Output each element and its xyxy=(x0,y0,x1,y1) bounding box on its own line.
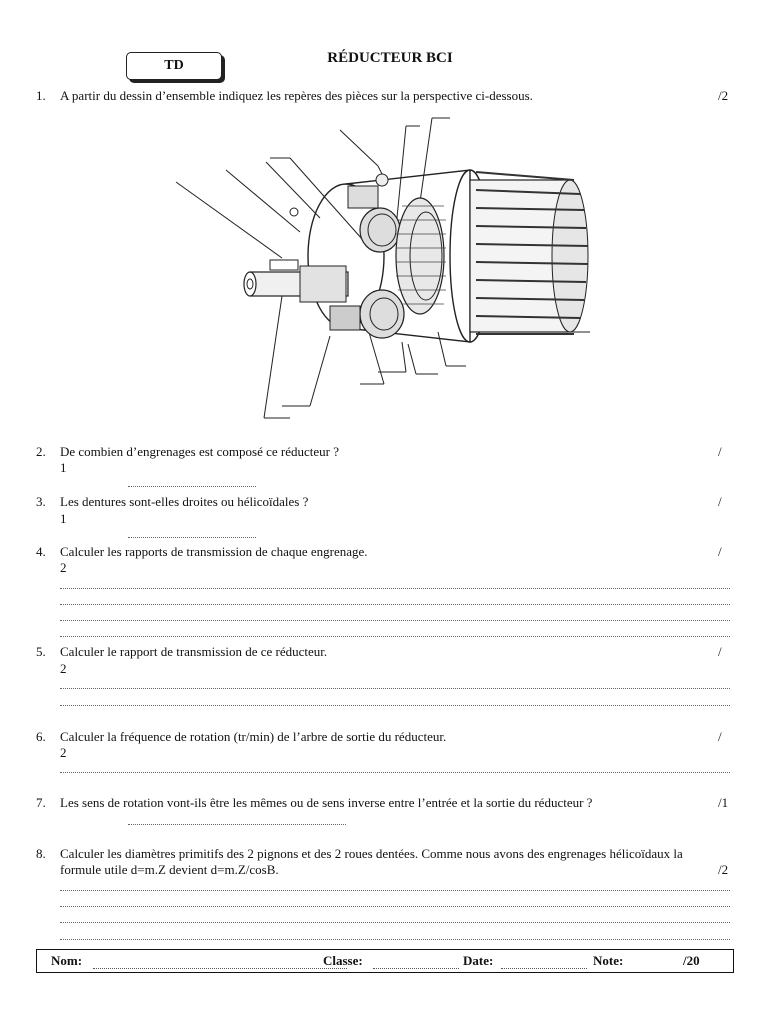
question-number: 8. xyxy=(36,846,46,861)
question-number: 6. xyxy=(36,729,46,744)
question-points: / xyxy=(718,444,722,459)
question-sub: 1 xyxy=(60,460,67,475)
question-number: 3. xyxy=(36,494,46,509)
question-sub: 2 xyxy=(60,560,67,575)
gear-reducer-figure xyxy=(170,110,610,430)
question-text: De combien d’engrenages est composé ce réducteur ? xyxy=(60,444,340,459)
answer-line[interactable] xyxy=(60,604,730,605)
question-sub: 1 xyxy=(60,511,67,526)
question-number: 1. xyxy=(36,88,46,103)
question-points: /2 xyxy=(718,88,729,103)
question-points: / xyxy=(718,544,722,559)
nom-label: Nom: xyxy=(51,953,83,968)
answer-line[interactable] xyxy=(60,588,730,589)
question-number: 7. xyxy=(36,795,46,810)
td-badge: TD xyxy=(126,52,222,80)
question-text: Calculer le rapport de transmission de ce réducteur. xyxy=(60,644,328,659)
question-text: Calculer les rapports de transmission de chaque engrenage. xyxy=(60,544,368,559)
question-points: /1 xyxy=(718,795,729,810)
answer-line[interactable] xyxy=(60,705,730,706)
question-number: 2. xyxy=(36,444,46,459)
answer-line[interactable] xyxy=(60,906,730,907)
question-points: /2 xyxy=(718,862,729,877)
question-sub: 2 xyxy=(60,745,67,760)
answer-line[interactable] xyxy=(128,537,256,538)
question-number: 5. xyxy=(36,644,46,659)
answer-line[interactable] xyxy=(60,922,730,923)
question-text: Calculer la fréquence de rotation (tr/min) de l’arbre de sortie du réducteur. xyxy=(60,729,447,744)
note-total: /20 xyxy=(683,953,700,968)
question-text: Les sens de rotation vont-ils être les mêmes ou de sens inverse entre l’entrée et la sortie du réducteur ? xyxy=(60,795,593,810)
question-sub: 2 xyxy=(60,661,67,676)
page-title: RÉDUCTEUR BCI xyxy=(327,50,453,66)
question-text: A partir du dessin d’ensemble indiquez les repères des pièces sur la perspective ci-dessous. xyxy=(60,88,533,103)
student-info-footer xyxy=(36,949,734,973)
question-points: / xyxy=(718,729,722,744)
answer-line[interactable] xyxy=(60,772,730,773)
answer-line[interactable] xyxy=(128,486,256,487)
date-label: Date: xyxy=(463,953,494,968)
question-text: Les dentures sont-elles droites ou hélicoïdales ? xyxy=(60,494,309,509)
answer-line[interactable] xyxy=(128,824,346,825)
question-points: / xyxy=(718,494,722,509)
classe-field[interactable] xyxy=(373,956,459,969)
answer-line[interactable] xyxy=(60,939,730,940)
classe-label: Classe: xyxy=(323,953,363,968)
question-points: / xyxy=(718,644,722,659)
answer-line[interactable] xyxy=(60,620,730,621)
answer-line[interactable] xyxy=(60,636,730,637)
question-text: Calculer les diamètres primitifs des 2 pignons et des 2 roues dentées. Comme nous avons des engrenages hélicoïdaux la formule utile d=m.Z devient d=m.Z/cosB. xyxy=(60,846,683,877)
note-label: Note: xyxy=(593,953,624,968)
nom-field[interactable] xyxy=(93,956,347,969)
answer-line[interactable] xyxy=(60,890,730,891)
answer-line[interactable] xyxy=(60,688,730,689)
date-field[interactable] xyxy=(501,956,587,969)
question-number: 4. xyxy=(36,544,46,559)
